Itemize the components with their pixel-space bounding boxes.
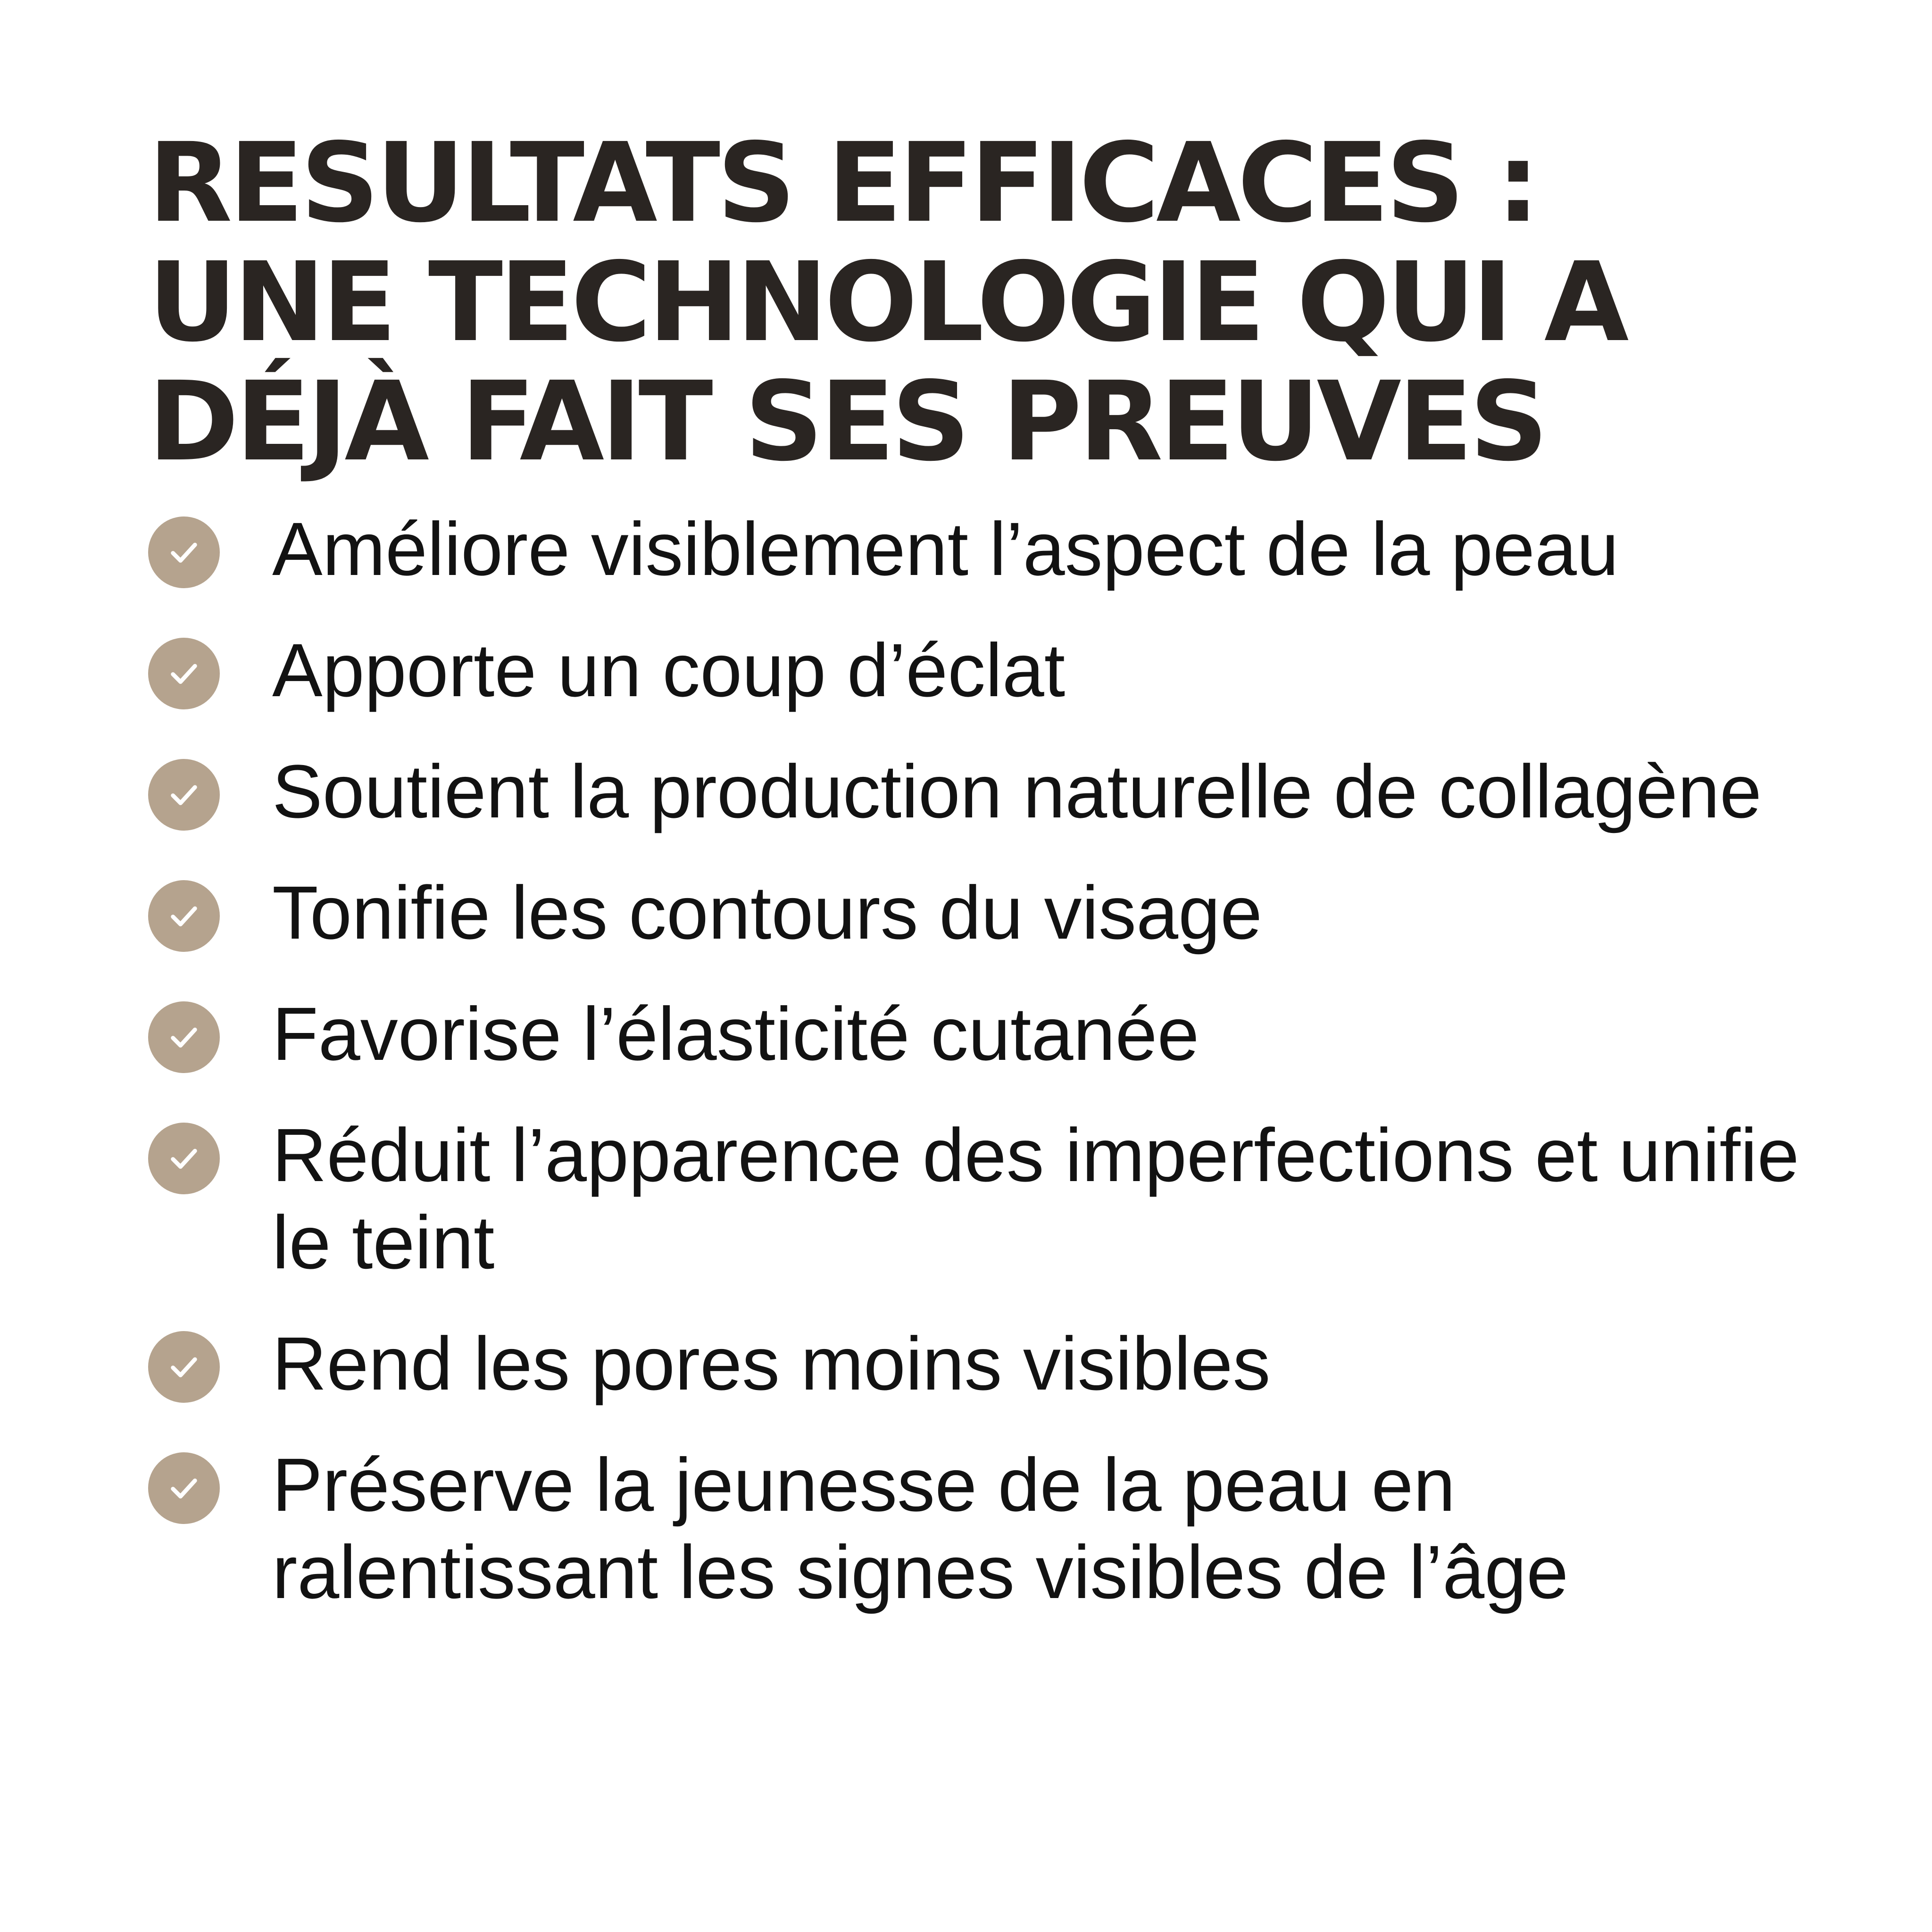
benefit-text: Préserve la jeunesse de la peau en ralentissant les signes visibles de l’âge (272, 1442, 1569, 1614)
benefit-text: Réduit l’apparence des imperfections et unifie le teint (272, 1113, 1799, 1284)
benefit-text: Favorise l’élasticité cutanée (272, 991, 1199, 1076)
check-circle-icon (148, 880, 220, 952)
list-item (148, 505, 1829, 592)
check-circle-icon (148, 1001, 220, 1073)
list-item (148, 1441, 1829, 1616)
benefit-text: Rend les pores moins visibles (272, 1321, 1271, 1406)
list-item (148, 626, 1829, 714)
list-item (148, 1320, 1829, 1407)
list-item (148, 748, 1829, 835)
benefit-text: Soutient la production naturelle de collagène (272, 749, 1762, 833)
check-circle-icon (148, 759, 220, 831)
title-line-1: RESULTATS EFFICACES : (148, 119, 1537, 247)
list-item (148, 869, 1829, 956)
list-item (148, 1111, 1829, 1286)
check-circle-icon (148, 1123, 220, 1194)
check-circle-icon (148, 516, 220, 588)
page-title (148, 119, 1799, 485)
check-circle-icon (148, 1452, 220, 1524)
benefit-text: Améliore visiblement l’aspect de la peau (272, 507, 1619, 591)
check-circle-icon (148, 1331, 220, 1403)
benefit-text: Tonifie les contours du visage (272, 870, 1262, 955)
title-line-2: UNE TECHNOLOGIE QUI A (148, 239, 1626, 366)
benefits-list (148, 505, 1932, 1616)
list-item (148, 990, 1829, 1077)
benefit-text: Apporte un coup d’éclat (272, 628, 1066, 712)
check-circle-icon (148, 638, 220, 709)
title-line-3: DÉJÀ FAIT SES PREUVES (148, 358, 1545, 485)
